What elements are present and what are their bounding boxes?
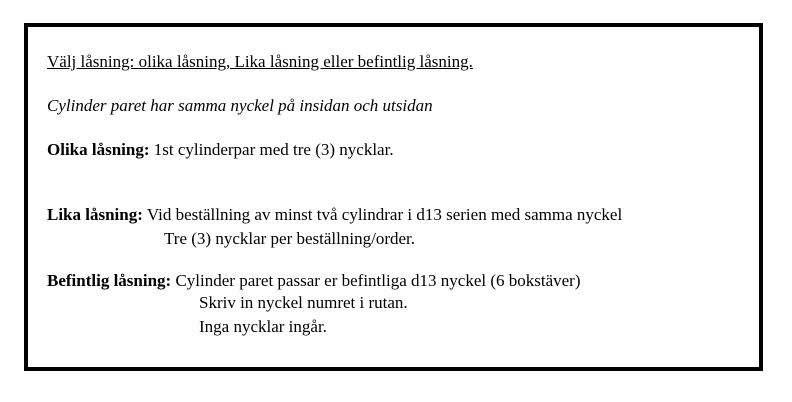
info-box <box>24 23 763 371</box>
befintlig-lasning-text-3: Inga nycklar ingår. <box>199 317 327 336</box>
olika-lasning-label: Olika låsning: <box>47 140 150 159</box>
olika-lasning-text: 1st cylinderpar med tre (3) nycklar. <box>149 140 394 159</box>
lika-lasning-text-2: Tre (3) nycklar per beställning/order. <box>164 229 415 248</box>
lika-lasning-row <box>47 205 622 225</box>
lika-lasning-text-1: Vid beställning av minst två cylindrar i d13 serien med samma nyckel <box>142 205 623 224</box>
befintlig-lasning-text-1: Cylinder paret passar er befintliga d13 nyckel (6 bokstäver) <box>171 271 581 290</box>
befintlig-lasning-row <box>47 271 581 291</box>
befintlig-lasning-text-2: Skriv in nyckel numret i rutan. <box>199 293 408 312</box>
lika-lasning-label: Lika låsning: <box>47 205 143 224</box>
note-text: Cylinder paret har samma nyckel på insidan och utsidan <box>47 96 433 115</box>
befintlig-lasning-label: Befintlig låsning: <box>47 271 172 290</box>
olika-lasning-row <box>47 140 394 160</box>
heading: Välj låsning: olika låsning, Lika låsning eller befintlig låsning. <box>47 52 473 71</box>
